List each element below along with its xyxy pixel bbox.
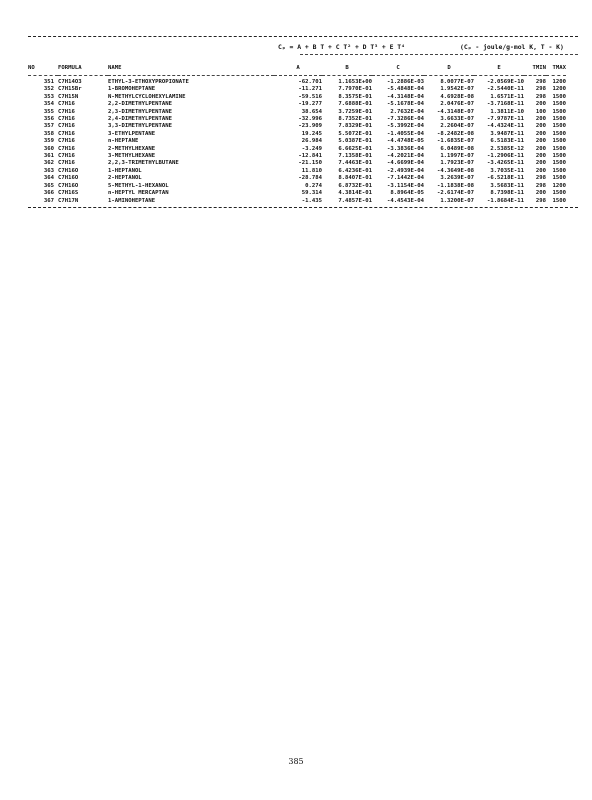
cell-tmin: 200 xyxy=(535,123,546,130)
cell-a: -32.996 xyxy=(298,116,322,123)
cell-a: -59.516 xyxy=(298,93,322,100)
cell-b: 6.6625E-01 xyxy=(338,145,372,152)
cell-d: -1.6835E-07 xyxy=(436,138,474,145)
col-header-e: E xyxy=(497,65,501,71)
cell-no: 356 xyxy=(43,116,54,123)
cell-no: 366 xyxy=(43,190,54,197)
table-row xyxy=(28,146,566,153)
cell-name: 2,4-DIMETHYLPENTANE xyxy=(108,116,172,123)
cell-tmin: 200 xyxy=(535,145,546,152)
cell-e: 1.3811E-10 xyxy=(490,108,524,115)
cell-b: 7.4857E-01 xyxy=(338,197,372,204)
col-header-tmax: TMAX xyxy=(552,65,566,71)
cell-name: 3,3-DIMETHYLPENTANE xyxy=(108,123,172,130)
cell-formula: C7H16 xyxy=(58,138,75,145)
cell-b: 7.1358E-01 xyxy=(338,153,372,160)
cell-d: 3.2639E-07 xyxy=(440,175,474,182)
cell-a: -21.150 xyxy=(298,160,322,167)
cell-a: 19.245 xyxy=(301,130,322,137)
cell-e: 8.7398E-11 xyxy=(490,190,524,197)
table-row xyxy=(28,123,566,130)
cell-a: -3.249 xyxy=(301,145,322,152)
table-body xyxy=(28,79,566,205)
cell-no: 365 xyxy=(43,182,54,189)
cell-tmax: 1500 xyxy=(552,93,566,100)
cell-c: -5.3992E-04 xyxy=(386,123,424,130)
cell-name: 2,3-DIMETHYLPENTANE xyxy=(108,108,172,115)
cell-no: 353 xyxy=(43,93,54,100)
cell-c: -3.1154E-04 xyxy=(386,182,424,189)
cell-b: 3.7259E-01 xyxy=(338,108,372,115)
cell-no: 360 xyxy=(43,145,54,152)
cell-b: 8.8407E-01 xyxy=(338,175,372,182)
cell-formula: C7H16O xyxy=(58,175,79,182)
equation-underline xyxy=(300,54,578,55)
cell-c: -5.4848E-04 xyxy=(386,86,424,93)
table-row xyxy=(28,94,566,101)
cell-a: 26.984 xyxy=(301,138,322,145)
cell-d: 1.3200E-07 xyxy=(440,197,474,204)
cell-a: 59.314 xyxy=(301,190,322,197)
cell-name: 2,2-DIMETHYLPENTANE xyxy=(108,101,172,108)
cell-tmin: 298 xyxy=(535,79,546,85)
cell-no: 358 xyxy=(43,130,54,137)
cell-e: -3.4265E-11 xyxy=(486,160,524,167)
cell-formula: C7H17N xyxy=(58,197,79,204)
cell-no: 359 xyxy=(43,138,54,145)
cell-e: 3.5683E-11 xyxy=(490,182,524,189)
cell-c: -3.3836E-04 xyxy=(386,145,424,152)
cell-formula: C7H16O xyxy=(58,167,79,174)
table-row xyxy=(28,190,566,197)
cell-name: 3-METHYLHEXANE xyxy=(108,153,156,160)
cell-e: 3.9487E-11 xyxy=(490,130,524,137)
cell-tmax: 1200 xyxy=(552,86,566,93)
cell-tmax: 1200 xyxy=(552,182,566,189)
cell-a: -12.841 xyxy=(298,153,322,160)
col-header-d: D xyxy=(447,65,451,71)
cell-e: 3.7035E-11 xyxy=(490,167,524,174)
cell-tmin: 200 xyxy=(535,116,546,123)
cell-tmax: 1500 xyxy=(552,116,566,123)
table-row xyxy=(28,86,566,93)
cell-a: 11.810 xyxy=(301,167,322,174)
units-note: (Cₚ - joule/g-mol K, T - K) xyxy=(460,43,564,51)
cell-d: -4.3649E-08 xyxy=(436,167,474,174)
cell-formula: C7H15N xyxy=(58,93,79,100)
table-row xyxy=(28,153,566,160)
col-header-tmin: TMIN xyxy=(532,65,546,71)
cell-no: 352 xyxy=(43,86,54,93)
cell-b: 7.8329E-01 xyxy=(338,123,372,130)
cell-d: -4.3148E-07 xyxy=(436,108,474,115)
cell-formula: C7H16O xyxy=(58,182,79,189)
table-row xyxy=(28,183,566,190)
cell-no: 362 xyxy=(43,160,54,167)
cell-no: 367 xyxy=(43,197,54,204)
cell-name: n-HEPTYL MERCAPTAN xyxy=(108,190,169,197)
table-row xyxy=(28,138,566,145)
cell-b: 8.7352E-01 xyxy=(338,116,372,123)
cell-e: -6.5218E-11 xyxy=(486,175,524,182)
cell-d: 1.9542E-07 xyxy=(440,86,474,93)
cell-d: -2.6174E-07 xyxy=(436,190,474,197)
cell-formula: C7H15Br xyxy=(58,86,82,93)
cell-c: -4.4543E-04 xyxy=(386,197,424,204)
cell-name: n-HEPTANE xyxy=(108,138,139,145)
table-row xyxy=(28,101,566,108)
cell-a: -28.784 xyxy=(298,175,322,182)
cell-tmax: 1500 xyxy=(552,190,566,197)
cell-e: -2.5440E-11 xyxy=(486,86,524,93)
col-header-b: B xyxy=(345,65,349,71)
cell-tmax: 1500 xyxy=(552,101,566,108)
cell-b: 7.4463E-01 xyxy=(338,160,372,167)
bottom-rule xyxy=(28,207,578,208)
col-header-no: NO xyxy=(28,65,35,71)
cell-formula: C7H16 xyxy=(58,123,75,130)
cell-name: N-METHYLCYCLOHEXYLAMINE xyxy=(108,93,186,100)
cell-no: 355 xyxy=(43,108,54,115)
coefficient-table xyxy=(28,65,566,205)
cell-d: -8.2482E-08 xyxy=(436,130,474,137)
cell-tmin: 298 xyxy=(535,182,546,189)
cell-e: -1.8684E-11 xyxy=(486,197,524,204)
table-row xyxy=(28,79,566,86)
cell-b: 8.3575E-01 xyxy=(338,93,372,100)
cell-name: 2,2,3-TRIMETHYLBUTANE xyxy=(108,160,179,167)
cell-e: -7.9787E-11 xyxy=(486,116,524,123)
cell-tmax: 1500 xyxy=(552,145,566,152)
cell-a: -1.435 xyxy=(301,197,322,204)
top-rule xyxy=(28,36,578,37)
cell-tmax: 1500 xyxy=(552,153,566,160)
cell-a: 0.274 xyxy=(305,182,322,189)
cell-formula: C7H16 xyxy=(58,153,75,160)
table-row xyxy=(28,109,566,116)
cell-tmax: 1500 xyxy=(552,123,566,130)
cell-name: 2-METHYLHEXANE xyxy=(108,145,156,152)
cell-b: 7.6888E-01 xyxy=(338,101,372,108)
cell-tmin: 298 xyxy=(535,197,546,204)
cell-b: 5.5072E-01 xyxy=(338,130,372,137)
cell-e: -1.2906E-11 xyxy=(486,153,524,160)
cell-tmax: 1500 xyxy=(552,108,566,115)
cell-b: 4.3814E-01 xyxy=(338,190,372,197)
cell-e: 6.5183E-11 xyxy=(490,138,524,145)
cell-tmax: 1500 xyxy=(552,130,566,137)
cell-c: -7.1442E-04 xyxy=(386,175,424,182)
cell-d: -1.1838E-08 xyxy=(436,182,474,189)
equation-header xyxy=(28,41,584,55)
cell-tmin: 298 xyxy=(535,86,546,93)
col-header-name: NAME xyxy=(108,65,122,71)
cell-formula: C7H16 xyxy=(58,116,75,123)
cell-c: 2.7632E-04 xyxy=(390,108,424,115)
cell-b: 7.7970E-01 xyxy=(338,86,372,93)
cell-formula: C7H16 xyxy=(58,160,75,167)
cell-name: ETHYL-3-ETHOXYPROPIONATE xyxy=(108,79,189,85)
table-row xyxy=(28,175,566,182)
cell-name: 3-ETHYLPENTANE xyxy=(108,130,156,137)
cell-c: -4.4748E-05 xyxy=(386,138,424,145)
cell-a: 38.654 xyxy=(301,108,322,115)
cell-formula: C7H16 xyxy=(58,145,75,152)
cell-b: 1.1653E+00 xyxy=(338,79,372,85)
cell-c: 8.8964E-05 xyxy=(390,190,424,197)
cell-name: 5-METHYL-1-HEXANOL xyxy=(108,182,169,189)
heat-capacity-equation: Cₚ = A + B T + C T² + D T³ + E T⁴ xyxy=(278,43,405,51)
cell-e: -4.4324E-11 xyxy=(486,123,524,130)
cell-tmin: 200 xyxy=(535,160,546,167)
cell-tmax: 1500 xyxy=(552,175,566,182)
col-header-formula: FORMULA xyxy=(58,65,82,71)
cell-e: 2.5385E-12 xyxy=(490,145,524,152)
cell-c: -5.1678E-04 xyxy=(386,101,424,108)
cell-d: 3.6633E-07 xyxy=(440,116,474,123)
page-number: 385 xyxy=(288,757,304,766)
cell-tmin: 200 xyxy=(535,153,546,160)
cell-tmin: 298 xyxy=(535,175,546,182)
table-row xyxy=(28,131,566,138)
cell-b: 5.0387E-01 xyxy=(338,138,372,145)
heat-capacity-table-section xyxy=(28,36,584,208)
table-row xyxy=(28,160,566,167)
cell-formula: C7H16 xyxy=(58,130,75,137)
cell-e: 1.6571E-11 xyxy=(490,93,524,100)
cell-tmin: 200 xyxy=(535,138,546,145)
cell-name: 2-HEPTANOL xyxy=(108,175,142,182)
cell-tmax: 1500 xyxy=(552,167,566,174)
table-row xyxy=(28,168,566,175)
cell-name: 1-BROMOHEPTANE xyxy=(108,86,156,93)
cell-c: -1.4055E-04 xyxy=(386,130,424,137)
cell-a: -62.701 xyxy=(298,79,322,85)
col-header-a: A xyxy=(296,65,300,71)
cell-d: 8.0077E-07 xyxy=(440,79,474,85)
cell-d: 1.7923E-07 xyxy=(440,160,474,167)
cell-tmin: 200 xyxy=(535,101,546,108)
cell-b: 6.8732E-01 xyxy=(338,182,372,189)
cell-c: -4.2021E-04 xyxy=(386,153,424,160)
cell-c: -7.3286E-04 xyxy=(386,116,424,123)
cell-a: -23.909 xyxy=(298,123,322,130)
table-row xyxy=(28,116,566,123)
cell-d: 2.0476E-07 xyxy=(440,101,474,108)
cell-tmax: 1500 xyxy=(552,138,566,145)
cell-d: 2.2604E-07 xyxy=(440,123,474,130)
cell-no: 351 xyxy=(43,79,54,85)
cell-c: -2.4939E-04 xyxy=(386,167,424,174)
table-row xyxy=(28,198,566,205)
cell-formula: C7H16S xyxy=(58,190,79,197)
cell-e: -2.0569E-10 xyxy=(486,79,524,85)
cell-formula: C7H16 xyxy=(58,101,75,108)
cell-tmax: 1200 xyxy=(552,79,566,85)
cell-no: 361 xyxy=(43,153,54,160)
cell-a: -19.277 xyxy=(298,101,322,108)
cell-tmin: 200 xyxy=(535,167,546,174)
cell-tmin: 200 xyxy=(535,130,546,137)
cell-c: -4.3148E-04 xyxy=(386,93,424,100)
cell-c: -1.2886E-03 xyxy=(386,79,424,85)
cell-tmin: 100 xyxy=(535,108,546,115)
cell-tmax: 1500 xyxy=(552,160,566,167)
cell-d: 6.0489E-08 xyxy=(440,145,474,152)
cell-d: 1.1997E-07 xyxy=(440,153,474,160)
cell-no: 364 xyxy=(43,175,54,182)
cell-no: 357 xyxy=(43,123,54,130)
cell-name: 1-AMINOHEPTANE xyxy=(108,197,156,204)
cell-formula: C7H16 xyxy=(58,108,75,115)
cell-tmax: 1500 xyxy=(552,197,566,204)
cell-tmin: 298 xyxy=(535,93,546,100)
cell-formula: C7H14O3 xyxy=(58,79,82,85)
cell-a: -11.271 xyxy=(298,86,322,93)
column-header-row xyxy=(28,65,566,76)
cell-d: 4.6928E-08 xyxy=(440,93,474,100)
cell-no: 354 xyxy=(43,101,54,108)
cell-c: -4.6699E-04 xyxy=(386,160,424,167)
cell-no: 363 xyxy=(43,167,54,174)
cell-b: 6.4236E-01 xyxy=(338,167,372,174)
cell-e: -3.7168E-11 xyxy=(486,101,524,108)
cell-tmin: 200 xyxy=(535,190,546,197)
cell-name: 1-HEPTANOL xyxy=(108,167,142,174)
col-header-c: C xyxy=(396,65,400,71)
